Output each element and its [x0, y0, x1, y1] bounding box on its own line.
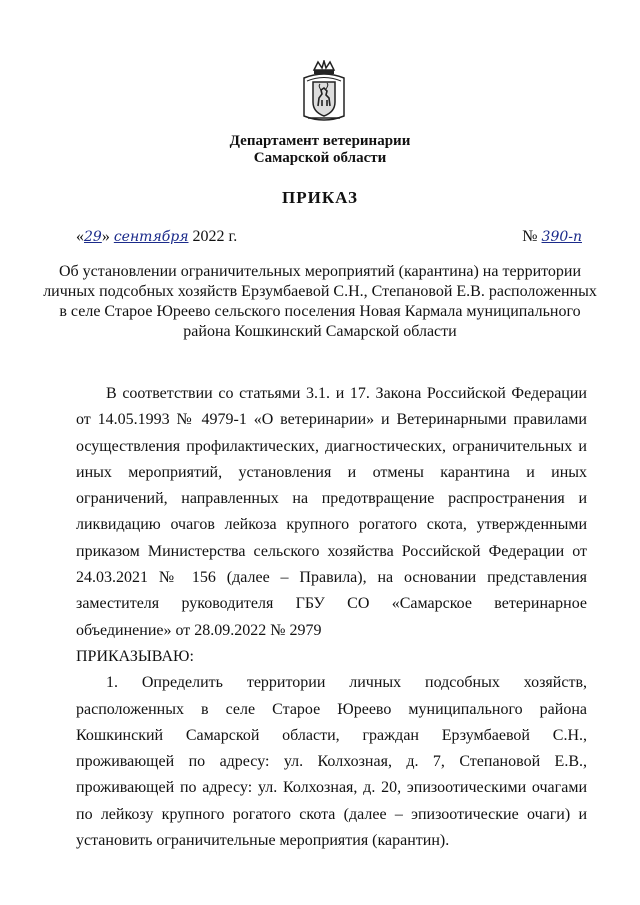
- date-day: 29: [84, 229, 102, 245]
- preamble-paragraph: [76, 381, 587, 670]
- order-number: [522, 228, 582, 246]
- number-value: 390-п: [541, 229, 582, 245]
- preamble-text: В соответствии со статьями 3.1. и 17. Закона Российской Федерации от 14.05.1993 № 4979-1 «О ветеринарии» и Ветеринарными правилами осуществления профилактических, диагностических, ограничительных и иных мероприятий, установления и отмены карантина и иных ограничений, направленных на предотвращение распространения и ликвидацию очагов лейкоза крупного рогатого скота, утвержденными приказом Министерства сельского хозяйства Российской Федерации от 24.03.2021 № 156 (далее – Правила), на основании представления заместителя руководителя ГБУ СО «Самарское ветеринарное объединение» от 28.09.2022 № 2979: [76, 385, 587, 639]
- date-year: 2022 г.: [192, 228, 238, 245]
- order-date: [76, 228, 237, 246]
- date-month: сентября: [113, 229, 189, 245]
- department-name-line2: Самарской области: [253, 150, 387, 166]
- order-word: ПРИКАЗЫВАЮ:: [76, 647, 194, 665]
- number-prefix: №: [522, 228, 538, 245]
- coat-of-arms-icon: [300, 60, 348, 124]
- order-body: [76, 381, 587, 854]
- document-title: ПРИКАЗ: [282, 188, 358, 207]
- department-name-line1: Департамент ветеринарии: [229, 133, 411, 149]
- date-open-quote: «: [76, 228, 84, 245]
- date-close-quote: »: [101, 228, 110, 245]
- order-subject: Об установлении ограничительных мероприятий (карантина) на территории личных подсобных хозяйств Ерзумбаевой С.Н., Степановой Е.В. расположенных в селе Старое Юреево сельского поселения Новая Кармала муниципального района Кошкинский Самарской области: [43, 263, 597, 340]
- clause-1-paragraph: 1. Определить территории личных подсобных хозяйств, расположенных в селе Старое Юреево муниципального района Кошкинский Самарской области, граждан Ерзумбаевой С.Н., проживающей по адресу: ул. Колхозная, д. 7, Степановой Е.В., проживающей по адресу: ул. Колхозная, д. 20, эпизоотическими очагами по лейкозу крупного рогатого скота (далее – эпизоотические очаги) и установить ограничительные мероприятия (карантин).: [76, 674, 587, 850]
